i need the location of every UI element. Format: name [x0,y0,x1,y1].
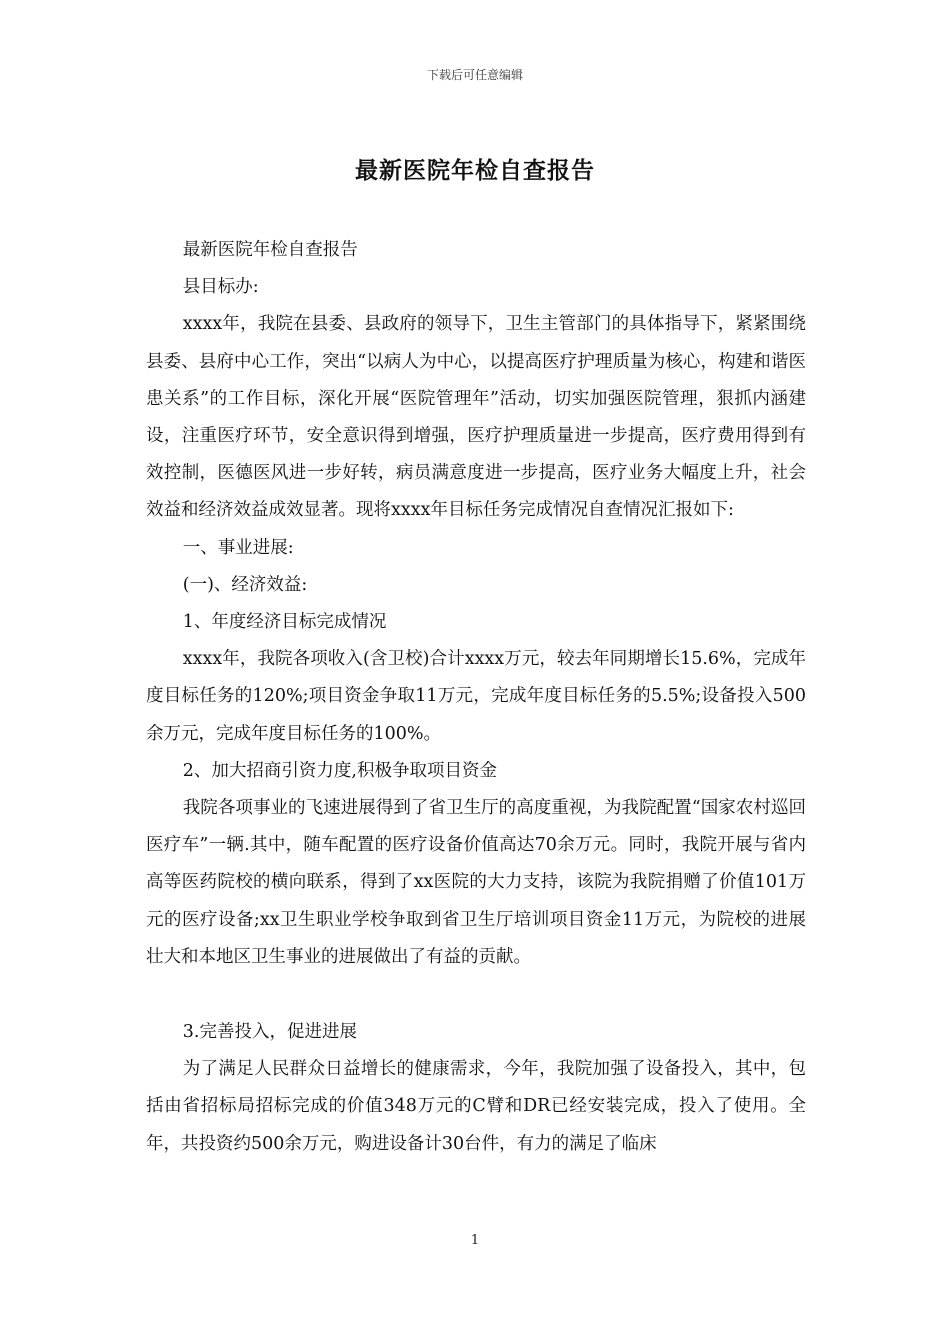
paragraph-economic-targets: xxxx年，我院各项收入(含卫校)合计xxxx万元，较去年同期增长15.6%，完成年度目标任务的120%;项目资金争取11万元，完成年度目标任务的5.5%;设备投入500余万元，完成年度目标任务的100%。 [146,649,806,744]
section-heading-1: 一、事业进展: [182,537,294,558]
subsection-heading-economic: (一)、经济效益: [182,574,308,595]
paragraph-investment: 我院各项事业的飞速进展得到了省卫生厅的高度重视，为我院配置“国家农村巡回医疗车”一辆.其中，随车配置的医疗设备价值高达70余万元。同时，我院开展与省内高等医药院校的横向联系，得到了xx医院的大力支持，该院为我院捐赠了价值101万元的医疗设备;xx卫生职业学校争取到省卫生厅培训项目资金11万元，为院校的进展壮大和本地区卫生事业的进展做出了有益的贡献。 [146,798,806,967]
item-heading-3: 3.完善投入，促进进展 [182,1022,357,1043]
header-note: 下载后可任意编辑 [426,68,523,82]
paragraph-intro: xxxx年，我院在县委、县政府的领导下，卫生主管部门的具体指导下，紧紧围绕县委、县府中心工作，突出“以病人为中心，以提高医疗护理质量为核心，构建和谐医患关系”的工作目标，深化开展“医院管理年”活动，切实加强医院管理，狠抓内涵建设，注重医疗环节，安全意识得到增强，医疗护理质量进一步提高，医疗费用得到有效控制，医德医风进一步好转，病员满意度进一步提高，医疗业务大幅度上升，社会效益和经济效益成效显著。现将xxxx年目标任务完成情况自查情况汇报如下: [146,314,806,521]
paragraph-subtitle: 最新医院年检自查报告 [182,240,358,260]
paragraph-addressee: 县目标办: [182,277,259,298]
document-title: 最新医院年检自查报告 [355,157,595,184]
document-body [146,232,806,1163]
paragraph-spacer [146,976,806,1014]
paragraph-equipment: 为了满足人民群众日益增长的健康需求，今年，我院加强了设备投入，其中，包括由省招标局招标完成的价值348万元的C臂和DR已经安装完成，投入了使用。全年，共投资约500余万元，购进设备计30台件，有力的满足了临床 [146,1059,806,1154]
page-number: 1 [470,1233,480,1248]
item-heading-1: 1、年度经济目标完成情况 [182,612,387,633]
item-heading-2: 2、加大招商引资力度,积极争取项目资金 [182,760,497,781]
